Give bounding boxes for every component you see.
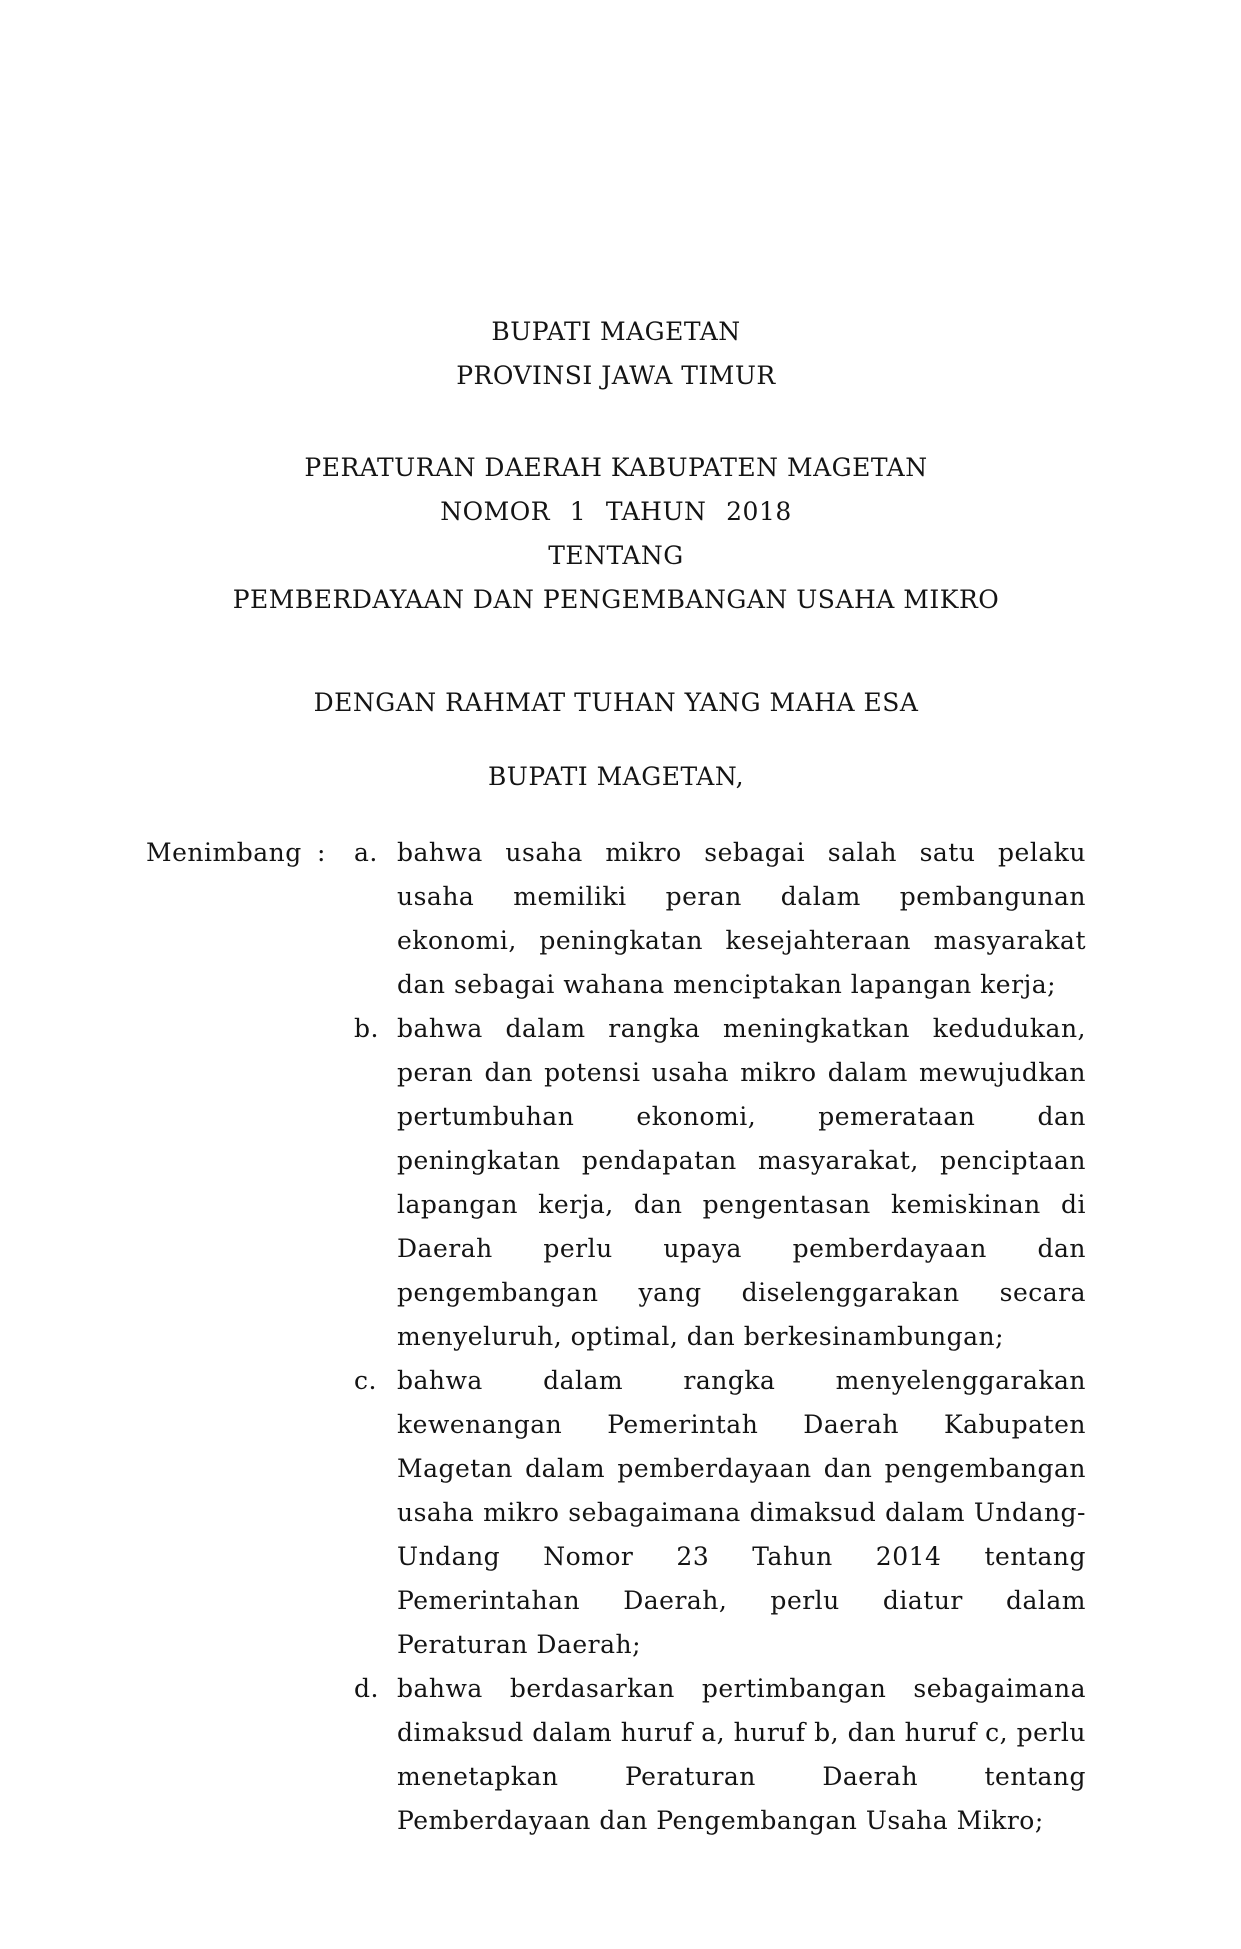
regulation-title-block — [146, 446, 1086, 622]
considerations-separator: : — [317, 838, 326, 867]
regulation-title: PERATURAN DAERAH KABUPATEN MAGETAN — [304, 453, 928, 482]
consideration-item-a — [354, 831, 1086, 1007]
consideration-item-b — [354, 1007, 1086, 1359]
consideration-marker-a: a. — [354, 838, 378, 867]
consideration-text-d: bahwa berdasarkan pertimbangan sebagaimana dimaksud dalam huruf a, huruf b, dan huruf c, perlu menetapkan Peraturan Daerah tentang Pemberdayaan dan Pengembangan Usaha Mikro; — [397, 1674, 1086, 1835]
regulation-number: NOMOR 1 TAHUN 2018 — [440, 497, 792, 526]
considerations-list — [354, 831, 1086, 1843]
consideration-item-c — [354, 1359, 1086, 1667]
considerations-label: Menimbang — [146, 838, 302, 867]
regulation-subject: PEMBERDAYAAN DAN PENGEMBANGAN USAHA MIKRO — [232, 585, 1000, 614]
consideration-marker-d: d. — [354, 1674, 379, 1703]
consideration-marker-c: c. — [354, 1366, 377, 1395]
tentang-label: TENTANG — [548, 541, 684, 570]
consideration-text-c: bahwa dalam rangka menyelenggarakan kewenangan Pemerintah Daerah Kabupaten Magetan dalam pemberdayaan dan pengembangan usaha mikro sebagaimana dimaksud dalam Undang-Undang Nomor 23 Tahun 2014 tentang Pemerintahan Daerah, perlu diatur dalam Peraturan Daerah; — [397, 1366, 1086, 1659]
consideration-text-a: bahwa usaha mikro sebagai salah satu pelaku usaha memiliki peran dalam pembangunan ekonomi, peningkatan kesejahteraan masyarakat dan sebagai wahana menciptakan lapangan kerja; — [397, 838, 1086, 999]
considerations-section — [146, 831, 1086, 1843]
issuer: BUPATI MAGETAN, — [487, 762, 745, 791]
letterhead — [146, 310, 1086, 398]
consideration-text-b: bahwa dalam rangka meningkatkan kedudukan, peran dan potensi usaha mikro dalam mewujudkan pertumbuhan ekonomi, pemerataan dan peningkatan pendapatan masyarakat, penciptaan lapangan kerja, dan pengentasan kemiskinan di Daerah perlu upaya pemberdayaan dan pengembangan yang diselenggarakan secara menyeluruh, optimal, dan berkesinambungan; — [397, 1014, 1086, 1351]
consideration-marker-b: b. — [354, 1014, 379, 1043]
invocation: DENGAN RAHMAT TUHAN YANG MAHA ESA — [313, 688, 919, 717]
letterhead-province: PROVINSI JAWA TIMUR — [456, 361, 776, 390]
letterhead-office: BUPATI MAGETAN — [491, 317, 741, 346]
consideration-item-d — [354, 1667, 1086, 1843]
